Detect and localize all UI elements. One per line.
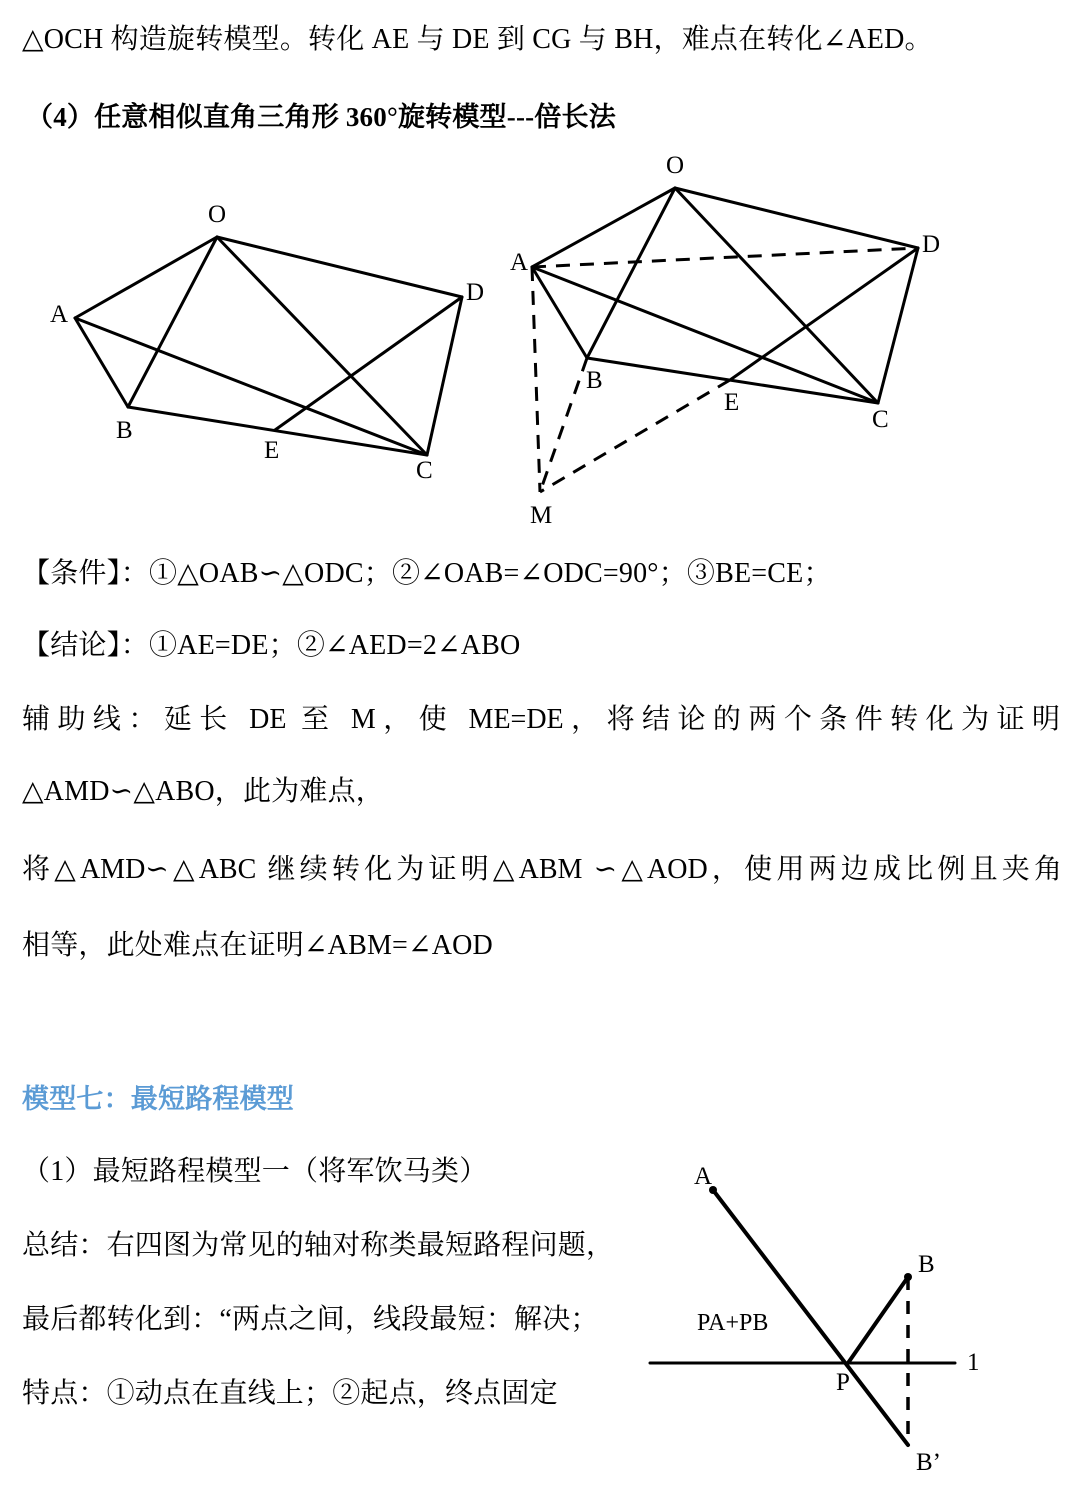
dashed-edge-BM [540, 358, 587, 492]
summary-line-1: 总结：右四图为常见的轴对称类最短路程问题， [22, 1230, 615, 1261]
vertex-label-B: B [116, 417, 133, 444]
dashed-edge-AM [532, 267, 540, 492]
model-7-subheading: （1）最短路程模型一（将军饮马类） [22, 1156, 488, 1187]
conclusions-paragraph: 【结论】：①AE=DE；②∠AED=2∠ABO [22, 630, 521, 661]
dashed-edge-EM [540, 380, 730, 492]
point-label-A: A [694, 1163, 713, 1190]
vertex-label-C: C [872, 406, 889, 433]
axis-line-label: 1 [967, 1349, 980, 1376]
point-label-Bp: B’ [916, 1449, 941, 1476]
edge-OD [217, 237, 462, 297]
figure-rotation-plain-canvas [0, 0, 520, 520]
auxiliary-line-2: △AMD∽△ABO，此为难点， [22, 776, 384, 807]
edge-AB [532, 267, 587, 358]
edge-AC [532, 267, 878, 403]
vertex-label-O: O [666, 152, 685, 179]
figure-rotation-auxiliary [480, 0, 1080, 560]
auxiliary-line-1: 辅助线：延长 DE 至 M，使 ME=DE，将结论的两个条件转化为证明 [22, 704, 1060, 735]
figure-shortest-path [620, 1150, 1080, 1490]
edge-ED [275, 297, 462, 430]
vertex-label-D: D [922, 231, 941, 258]
figure-rotation-plain [0, 0, 520, 520]
figure-rotation-auxiliary-canvas [480, 0, 1080, 560]
model-7-heading: 模型七：最短路程模型 [22, 1084, 294, 1114]
expression-label-pa-pb: PA+PB [697, 1310, 769, 1336]
dashed-edge-AD [532, 248, 918, 267]
section-4-heading: （4）任意相似直角三角形 360°旋转模型---倍长法 [26, 102, 616, 132]
summary-line-3: 特点：①动点在直线上；②起点，终点固定 [22, 1378, 558, 1409]
summary-line-2: 最后都转化到：“两点之间，线段最短：解决； [22, 1304, 599, 1335]
vertex-label-A: A [50, 301, 69, 328]
conditions-paragraph: 【条件】：①△OAB∽△ODC；②∠OAB=∠ODC=90°；③BE=CE； [22, 558, 832, 589]
auxiliary-line-3: 将△AMD∽△ABC 继续转化为证明△ABM ∽△AOD，使用两边成比例且夹角 [22, 854, 1062, 885]
vertex-label-O: O [208, 201, 227, 228]
vertex-label-E: E [724, 389, 740, 416]
segment-PB [848, 1277, 908, 1363]
intro-paragraph: △OCH 构造旋转模型。转化 AE 与 DE 到 CG 与 BH，难点在转化∠AED。 [22, 24, 933, 55]
vertex-label-M: M [530, 502, 553, 529]
point-dot-B [904, 1273, 912, 1281]
vertex-label-C: C [416, 457, 433, 484]
edge-AB [75, 318, 128, 407]
auxiliary-line-4: 相等，此处难点在证明∠ABM=∠AOD [22, 930, 493, 961]
point-label-P: P [836, 1369, 850, 1396]
edge-OD [675, 188, 918, 248]
vertex-label-D: D [466, 279, 485, 306]
edge-DC [427, 297, 462, 455]
vertex-label-A: A [510, 249, 529, 276]
point-label-B: B [918, 1251, 935, 1278]
edge-OC [675, 188, 878, 403]
vertex-label-E: E [264, 437, 280, 464]
figure-shortest-path-canvas [620, 1150, 1080, 1490]
vertex-label-B: B [586, 367, 603, 394]
